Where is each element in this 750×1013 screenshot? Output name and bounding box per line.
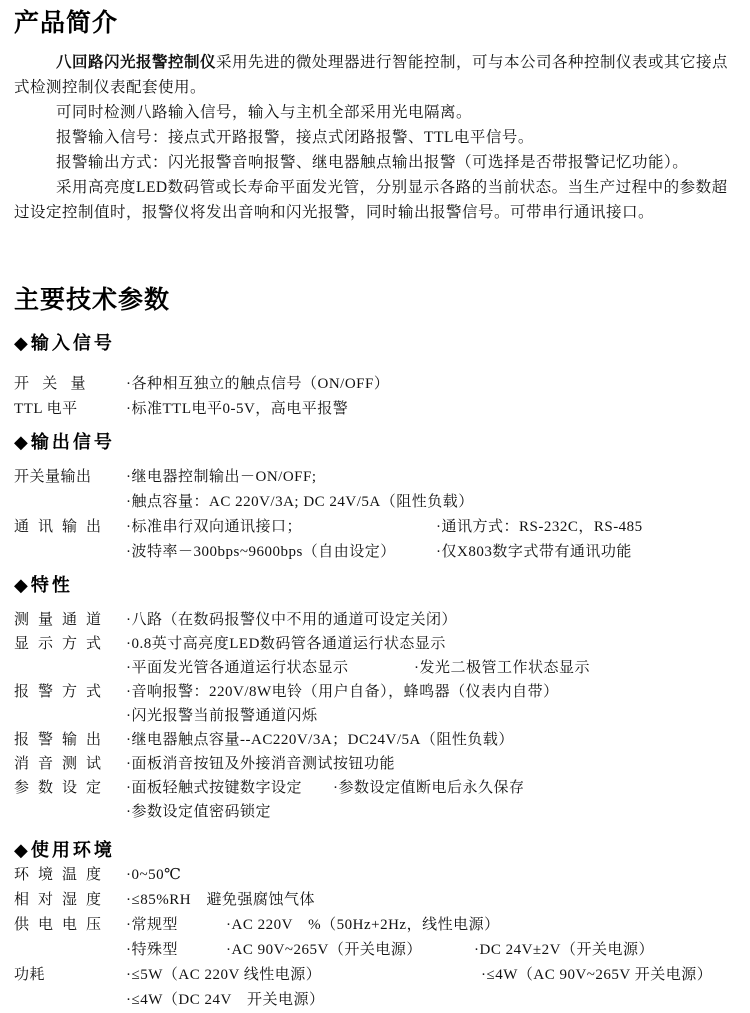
spec-row-alarm-mode-2	[14, 704, 738, 728]
spec-label: TTL 电平	[14, 401, 78, 417]
spec-item: ·≤4W（AC 90V~265V 开关电源）	[481, 967, 713, 983]
spec-item: ·标准TTL电平0-5V，高电平报警	[126, 401, 349, 417]
intro-section	[14, 50, 738, 225]
spec-item: ·DC 24V±2V（开关电源）	[474, 942, 654, 958]
spec-row-contact-capacity	[14, 490, 738, 515]
spec-row-ttl-level	[14, 397, 738, 422]
section-features	[14, 573, 738, 824]
section-input-signals	[14, 331, 738, 422]
intro-lead-paragraph	[14, 50, 738, 100]
spec-item: ·平面发光管各通道运行状态显示	[126, 660, 349, 676]
spec-row-baud-rate	[14, 540, 738, 565]
intro-paragraph: 报警输入信号：接点式开路报警，接点式闭路报警、TTL电平信号。	[56, 129, 534, 146]
spec-item: ·0.8英寸高亮度LED数码管各通道运行状态显示	[126, 636, 446, 652]
spec-label: 功耗	[14, 967, 46, 983]
spec-item: ·触点容量：AC 220V/3A; DC 24V/5A（阻性负载）	[126, 494, 474, 510]
spec-label: 测 量 通 道	[14, 612, 102, 628]
spec-row-measure-channels	[14, 608, 738, 632]
section-output-signals	[14, 430, 738, 565]
spec-label: 显 示 方 式	[14, 636, 102, 652]
spec-item: ·AC 90V~265V（开关电源）	[226, 942, 422, 958]
spec-item: ·面板消音按钮及外接消音测试按钮功能	[126, 756, 395, 772]
spec-item: ·≤5W（AC 220V 线性电源）	[126, 967, 322, 983]
section-heading-output: ◆输出信号	[14, 432, 115, 452]
spec-label: 参 数 设 定	[14, 780, 102, 796]
spec-label: 通 讯 输 出	[14, 519, 102, 535]
spec-item: ·面板轻触式按键数字设定	[126, 780, 302, 796]
spec-label: 开关量输出	[14, 469, 92, 485]
spec-item: ·0~50℃	[126, 867, 182, 883]
section-environment	[14, 838, 738, 1013]
spec-item: ·通讯方式：RS-232C，RS-485	[436, 519, 643, 535]
spec-label: 消 音 测 试	[14, 756, 102, 772]
spec-label: 报 警 输 出	[14, 732, 102, 748]
intro-paragraph: 采用高亮度LED数码管或长寿命平面发光管，分别显示各路的当前状态。当生产过程中的参数超过设定控制值时，报警仪将发出音响和闪光报警，同时输出报警信号。可带串行通讯接口。	[14, 179, 728, 221]
spec-item: ·参数设定值断电后永久保存	[333, 780, 525, 796]
section-heading-input: ◆输入信号	[14, 333, 115, 353]
spec-row-mute-test	[14, 752, 738, 776]
section-heading-features: ◆特性	[14, 575, 73, 595]
spec-item: ·AC 220V %（50Hz+2Hz，线性电源）	[226, 917, 500, 933]
spec-label: 相 对 湿 度	[14, 892, 102, 908]
spec-row-alarm-output	[14, 728, 738, 752]
intro-lead-text: 采用先进的微处理器进行智能控制，可与本公司各种控制仪表或其它接点式检测控制仪表配套使用。	[14, 54, 729, 96]
spec-row-parameter-setting	[14, 776, 738, 800]
spec-row-power-consumption	[14, 963, 738, 988]
spec-item: ·八路（在数码报警仪中不用的通道可设定关闭）	[126, 612, 457, 628]
spec-row-communication-output	[14, 515, 738, 540]
spec-item: ·波特率－300bps~9600bps（自由设定）	[126, 544, 396, 560]
spec-item: ·发光二极管工作状态显示	[414, 660, 590, 676]
spec-item: ·≤85%RH 避免强腐蚀气体	[126, 892, 316, 908]
spec-row-display-mode	[14, 632, 738, 656]
spec-row-ambient-temperature	[14, 863, 738, 888]
section-heading-environment: ◆使用环境	[14, 840, 115, 860]
spec-row-switch-quantity	[14, 372, 738, 397]
spec-label: 报 警 方 式	[14, 684, 102, 700]
spec-item: ·特殊型	[126, 942, 178, 958]
spec-item: ·各种相互独立的触点信号（ON/OFF）	[126, 376, 390, 392]
spec-item: ·仅X803数字式带有通讯功能	[436, 544, 632, 560]
intro-paragraph: 可同时检测八路输入信号，输入与主机全部采用光电隔离。	[56, 104, 473, 121]
spec-row-supply-voltage	[14, 913, 738, 938]
spec-row-relative-humidity	[14, 888, 738, 913]
spec-label: 环 境 温 度	[14, 867, 102, 883]
spec-item: ·≤4W（DC 24V 开关电源）	[126, 992, 325, 1008]
specs-title: 主要技术参数	[14, 286, 171, 314]
spec-row-display-mode-2	[14, 656, 738, 680]
spec-label: 供 电 电 压	[14, 917, 102, 933]
spec-label: 开 关 量	[14, 376, 87, 392]
spec-item: ·标准串行双向通讯接口；	[126, 519, 302, 535]
spec-row-switch-output	[14, 465, 738, 490]
spec-item: ·继电器控制输出－ON/OFF;	[126, 469, 317, 485]
spec-item: ·音响报警：220V/8W电铃（用户自备），蜂鸣器（仪表内自带）	[126, 684, 559, 700]
spec-row-alarm-mode	[14, 680, 738, 704]
spec-item: ·参数设定值密码锁定	[126, 804, 271, 820]
intro-title: 产品简介	[14, 9, 119, 37]
spec-item: ·闪光报警当前报警通道闪烁	[126, 708, 318, 724]
spec-row-power-consumption-2	[14, 988, 738, 1013]
intro-paragraph: 报警输出方式：闪光报警音响报警、继电器触点输出报警（可选择是否带报警记忆功能）。	[56, 154, 689, 171]
spec-row-supply-voltage-2	[14, 938, 738, 963]
spec-item: ·继电器触点容量--AC220V/3A；DC24V/5A（阻性负载）	[126, 732, 514, 748]
product-name: 八回路闪光报警控制仪	[56, 54, 217, 71]
spec-item: ·常规型	[126, 917, 178, 933]
spec-row-parameter-setting-2	[14, 800, 738, 824]
